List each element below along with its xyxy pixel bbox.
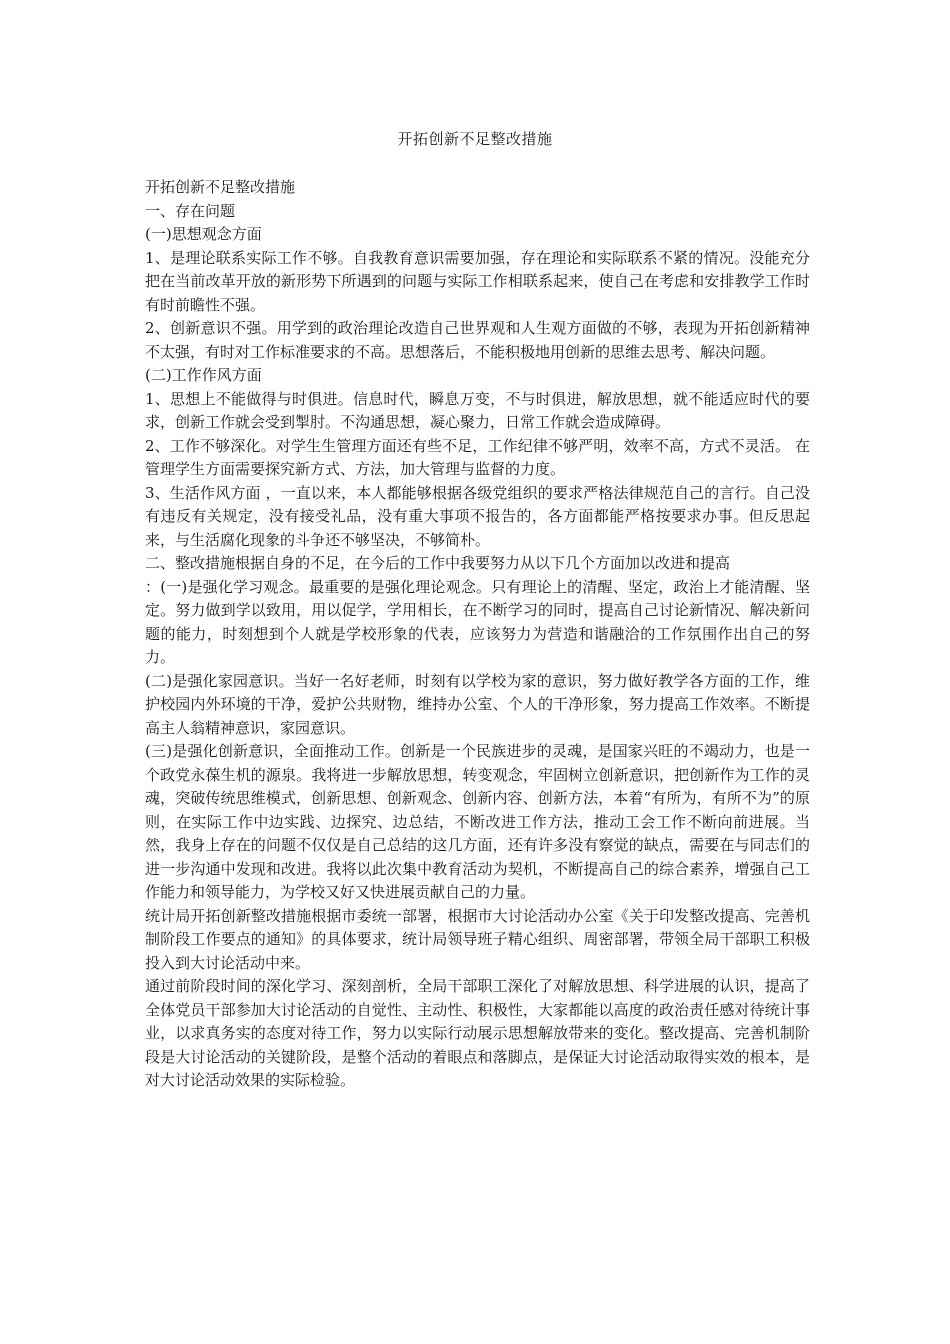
paragraph: 1、思想上不能做得与时俱进。信息时代，瞬息万变，不与时俱进，解放思想，就不能适应时代的要求，创新工作就会受到掣肘。不沟通思想，凝心聚力，日常工作就会造成障碍。 xyxy=(145,389,810,431)
paragraph: (二)是强化家园意识。当好一名好老师，时刻有以学校为家的意识，努力做好教学各方面的工作，维护校园内外环境的干净，爱护公共财物，维持办公室、个人的干净形象，努力提高工作效率。不断提高主人翁精神意识，家园意识。 xyxy=(145,671,810,737)
body-heading: 开拓创新不足整改措施 xyxy=(145,178,296,196)
subsection-heading-work-style: (二)工作作风方面 xyxy=(145,366,262,384)
document-body xyxy=(145,176,810,1093)
paragraph: (三)是强化创新意识，全面推动工作。创新是一个民族进步的灵魂，是国家兴旺的不竭动力，也是一个政党永葆生机的源泉。我将进一步解放思想，转变观念，牢固树立创新意识，把创新作为工作的灵魂，突破传统思维模式，创新思想、创新观念、创新内容、创新方法，本着“有所为，有所不为”的原则，在实际工作中边实践、边探究、边总结，不断改进工作方法，推动工会工作不断向前进展。当然，我身上存在的问题不仅仅是自己总结的这几方面，还有许多没有察觉的缺点，需要在与同志们的进一步沟通中发现和改进。我将以此次集中教育活动为契机，不断提高自己的综合素养，增强自己工作能力和领导能力，为学校又好又快进展贡献自己的力量。 xyxy=(145,742,810,901)
section-heading-measures: 二、整改措施根据自身的不足，在今后的工作中我要努力从以下几个方面加以改进和提高 xyxy=(145,554,731,572)
paragraph: 统计局开拓创新整改措施根据市委统一部署，根据市大讨论活动办公室《关于印发整改提高、完善机制阶段工作要点的通知》的具体要求，统计局领导班子精心组织、周密部署，带领全局干部职工积极投入到大讨论活动中来。 xyxy=(145,906,810,972)
paragraph: 2、工作不够深化。对学生生管理方面还有些不足，工作纪律不够严明，效率不高，方式不灵活。 在管理学生方面需要探究新方式、方法，加大管理与监督的力度。 xyxy=(145,436,810,478)
paragraph: 2、创新意识不强。用学到的政治理论改造自己世界观和人生观方面做的不够，表现为开拓创新精神不太强，有时对工作标准要求的不高。思想落后，不能积极地用创新的思维去思考、解决问题。 xyxy=(145,319,810,361)
subsection-heading-thinking: (一)思想观念方面 xyxy=(145,225,262,243)
document-title: 开拓创新不足整改措施 xyxy=(397,130,553,148)
paragraph: ：(一)是强化学习观念。最重要的是强化理论观念。只有理论上的清醒、坚定，政治上才能清醒、坚定。努力做到学以致用，用以促学，学用相长，在不断学习的同时，提高自己讨论新情况、解决新问题的能力，时刻想到个人就是学校形象的代表，应该努力为营造和谐融洽的工作氛围作出自己的努力。 xyxy=(145,577,810,666)
paragraph: 1、是理论联系实际工作不够。自我教育意识需要加强，存在理论和实际联系不紧的情况。没能充分把在当前改革开放的新形势下所遇到的问题与实际工作相联系起来，使自己在考虑和安排教学工作时有时前瞻性不强。 xyxy=(145,248,810,314)
paragraph: 通过前阶段时间的深化学习、深刻剖析，全局干部职工深化了对解放思想、科学进展的认识，提高了全体党员干部参加大讨论活动的自觉性、主动性、积极性，大家都能以高度的政治责任感对待统计事业，以求真务实的态度对待工作，努力以实际行动展示思想解放带来的变化。整改提高、完善机制阶段是大讨论活动的关键阶段，是整个活动的着眼点和落脚点，是保证大讨论活动取得实效的根本，是对大讨论活动效果的实际检验。 xyxy=(145,977,810,1089)
section-heading-problems: 一、存在问题 xyxy=(145,201,236,220)
paragraph: 3、生活作风方面 ，一直以来，本人都能够根据各级党组织的要求严格法律规范自己的言行。自己没有违反有关规定，没有接受礼品，没有重大事项不报告的，各方面都能严格按要求办事。但反思起来，与生活腐化现象的斗争还不够坚决，不够简朴。 xyxy=(145,483,810,549)
